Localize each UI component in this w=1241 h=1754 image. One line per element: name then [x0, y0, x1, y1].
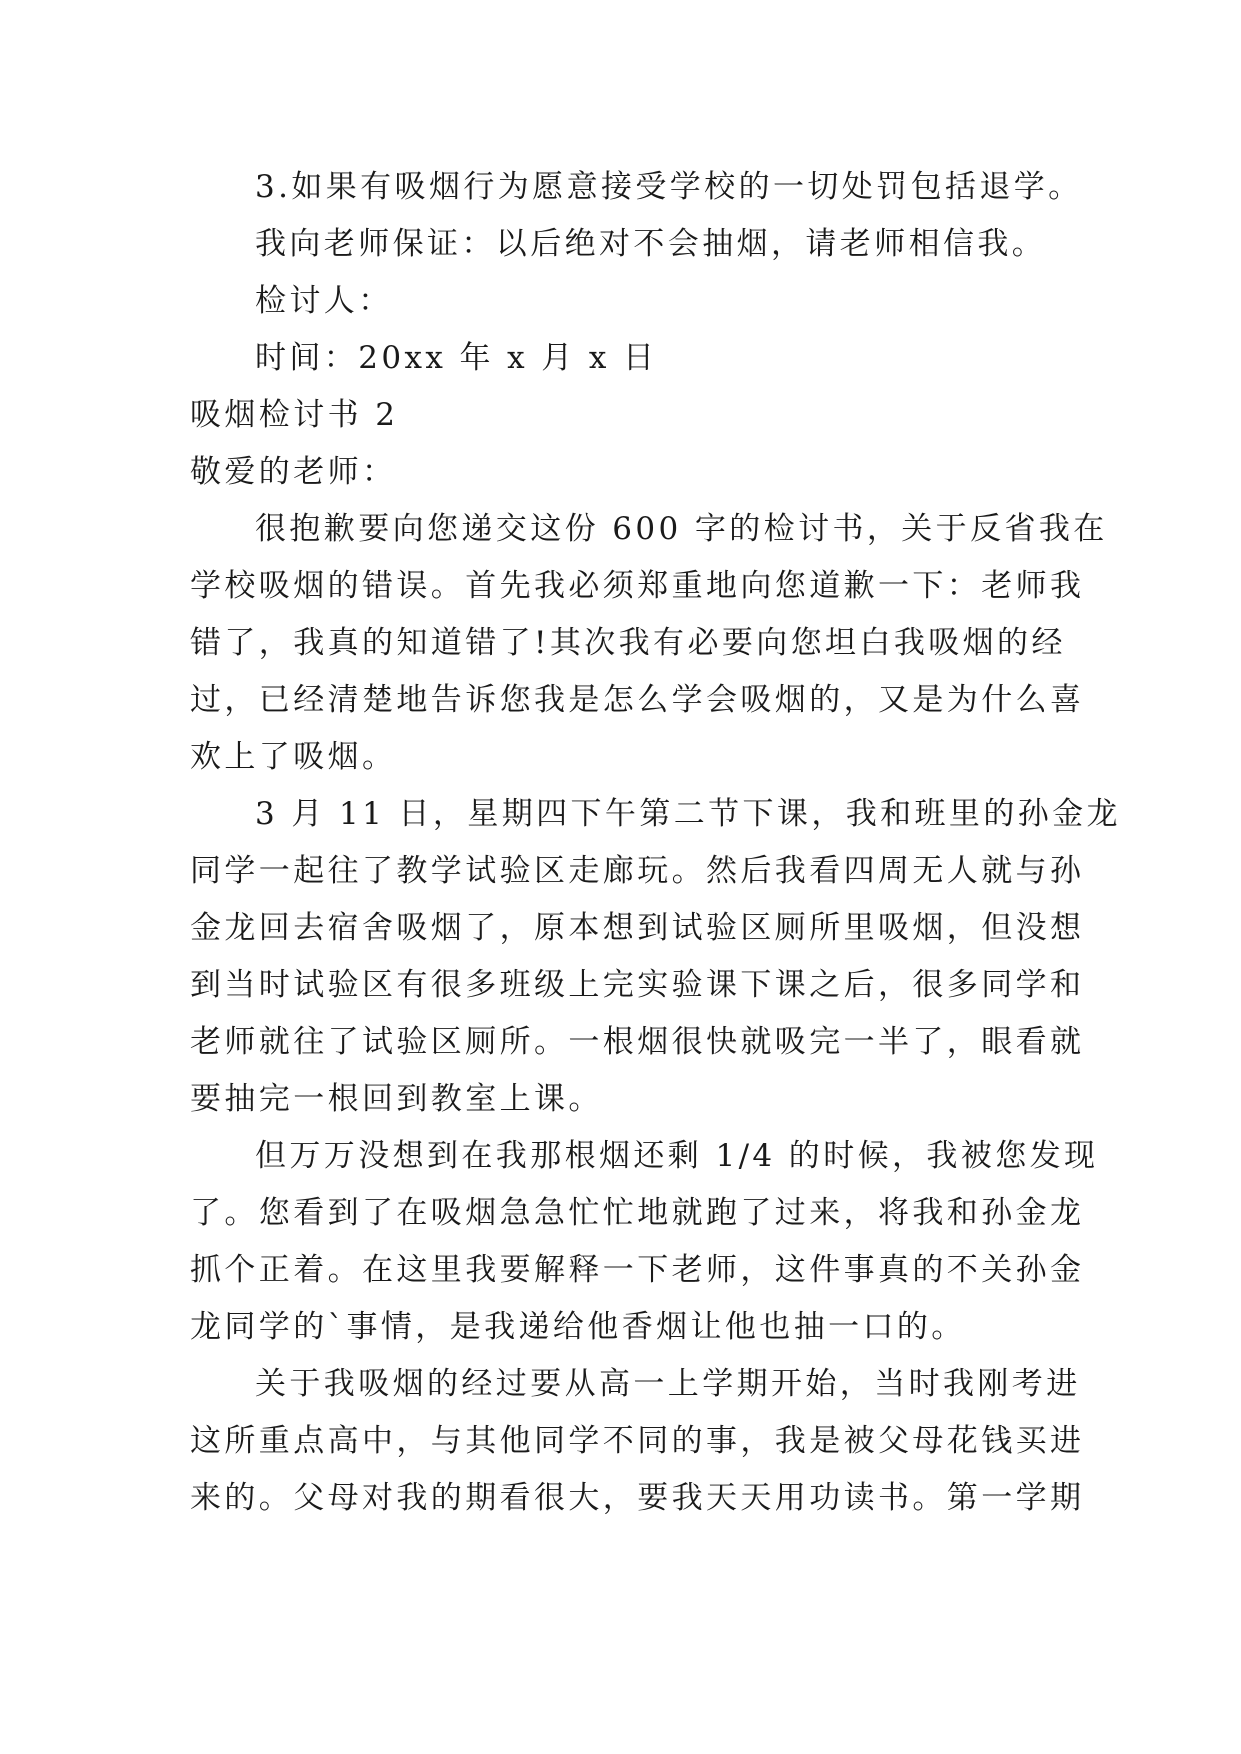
- paragraph-line: 这所重点高中，与其他同学不同的事，我是被父母花钱买进: [190, 1423, 1085, 1459]
- paragraph-line: 要抽完一根回到教室上课。: [190, 1081, 603, 1117]
- paragraph-line: 3 月 11 日，星期四下午第二节下课，我和班里的孙金龙: [255, 796, 1121, 832]
- paragraph-line: 很抱歉要向您递交这份 600 字的检讨书，关于反省我在: [255, 511, 1108, 547]
- paragraph-line: 过，已经清楚地告诉您我是怎么学会吸烟的，又是为什么喜: [190, 682, 1085, 718]
- paragraph-line: 龙同学的`事情，是我递给他香烟让他也抽一口的。: [190, 1309, 966, 1345]
- paragraph-line: 关于我吸烟的经过要从高一上学期开始，当时我刚考进: [255, 1366, 1081, 1402]
- paragraph-line: 同学一起往了教学试验区走廊玩。然后我看四周无人就与孙: [190, 853, 1085, 889]
- document-body: [190, 162, 1121, 1530]
- signer-label: 检讨人：: [255, 283, 393, 319]
- salutation: 敬爱的老师：: [190, 454, 397, 490]
- paragraph-line: 到当时试验区有很多班级上完实验课下课之后，很多同学和: [190, 967, 1085, 1003]
- section-title: 吸烟检讨书 2: [190, 397, 399, 433]
- paragraph-2: [190, 789, 1121, 1124]
- paragraph-line: 学校吸烟的错误。首先我必须郑重地向您道歉一下：老师我: [190, 568, 1085, 604]
- paragraph-line: 抓个正着。在这里我要解释一下老师，这件事真的不关孙金: [190, 1252, 1085, 1288]
- paragraph-3: [190, 1131, 1099, 1352]
- date-line: 时间：20xx 年 x 月 x 日: [255, 340, 658, 376]
- paragraph-1: [190, 504, 1108, 782]
- paragraph-line: 来的。父母对我的期看很大，要我天天用功读书。第一学期: [190, 1480, 1085, 1516]
- pledge-item-3: 3.如果有吸烟行为愿意接受学校的一切处罚包括退学。: [255, 169, 1083, 205]
- paragraph-line: 了。您看到了在吸烟急急忙忙地就跑了过来，将我和孙金龙: [190, 1195, 1085, 1231]
- paragraph-line: 老师就往了试验区厕所。一根烟很快就吸完一半了，眼看就: [190, 1024, 1085, 1060]
- paragraph-line: 欢上了吸烟。: [190, 739, 397, 775]
- paragraph-4: [190, 1359, 1085, 1523]
- paragraph-line: 金龙回去宿舍吸烟了，原本想到试验区厕所里吸烟，但没想: [190, 910, 1085, 946]
- paragraph-line: 错了，我真的知道错了!其次我有必要向您坦白我吸烟的经: [190, 625, 1066, 661]
- paragraph-line: 但万万没想到在我那根烟还剩 1/4 的时候，我被您发现: [255, 1138, 1099, 1174]
- pledge-statement: 我向老师保证：以后绝对不会抽烟，请老师相信我。: [255, 226, 1047, 262]
